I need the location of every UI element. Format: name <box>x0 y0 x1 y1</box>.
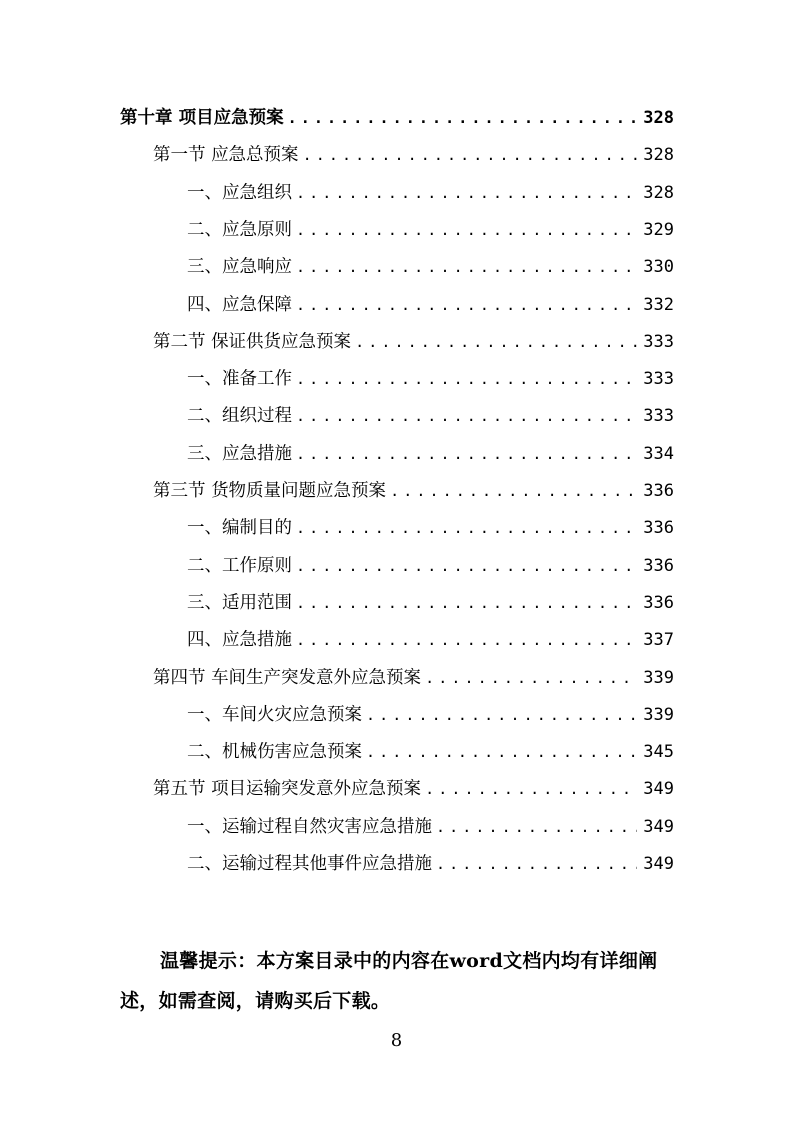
toc-section-4[interactable] <box>153 660 674 697</box>
toc-item[interactable] <box>187 436 674 473</box>
toc-entry-page: 349 <box>643 779 674 800</box>
toc-entry-title: 二、运输过程其他事件应急措施 <box>187 854 432 874</box>
toc-entry-page: 333 <box>643 331 674 352</box>
toc-leader-dots <box>296 585 637 622</box>
toc-item[interactable] <box>187 287 674 324</box>
toc-section-1[interactable] <box>153 137 674 174</box>
toc-leader-dots <box>303 137 638 174</box>
toc-leader-dots <box>366 734 637 771</box>
toc-entry-title: 一、运输过程自然灾害应急措施 <box>187 816 432 837</box>
toc-entry-page: 330 <box>643 257 674 278</box>
toc-entry-title: 一、编制目的 <box>187 518 292 539</box>
toc-entry-page: 329 <box>643 219 674 240</box>
toc-entry-title: 一、车间火灾应急预案 <box>187 704 362 725</box>
toc-entry-page: 334 <box>643 443 674 464</box>
toc-entry-title: 一、应急组织 <box>187 182 292 203</box>
toc-entry-page: 333 <box>643 406 674 427</box>
toc-entry-title: 第五节 项目运输突发意外应急预案 <box>153 779 422 800</box>
toc-entry-page: 349 <box>643 816 674 837</box>
toc-leader-dots <box>296 398 637 435</box>
toc-entry-page: 336 <box>643 481 674 501</box>
toc-leader-dots <box>296 249 637 286</box>
toc-item[interactable] <box>187 398 674 435</box>
toc-leader-dots <box>296 212 637 249</box>
page-number: 8 <box>390 1030 403 1051</box>
toc-section-2[interactable] <box>153 324 674 361</box>
toc-entry-page: 328 <box>643 145 674 166</box>
toc-leader-dots <box>296 510 637 547</box>
toc-item[interactable] <box>187 249 674 286</box>
toc-leader-dots <box>355 324 637 361</box>
toc-entry-page: 339 <box>643 667 674 688</box>
toc-leader-dots <box>296 287 637 324</box>
toc-entry-title: 三、应急措施 <box>187 443 292 464</box>
toc-entry-title: 第一节 应急总预案 <box>153 145 299 166</box>
toc-leader-dots <box>296 622 637 659</box>
toc-entry-page: 328 <box>643 108 674 128</box>
toc-leader-dots <box>288 100 638 137</box>
toc-item[interactable] <box>187 361 674 398</box>
toc-entry-title: 一、准备工作 <box>187 369 292 390</box>
toc-entry-page: 336 <box>643 592 674 613</box>
toc-item[interactable] <box>187 510 674 547</box>
toc-entry-page: 332 <box>643 294 674 315</box>
toc-entry-title: 第三节 货物质量问题应急预案 <box>153 481 387 501</box>
toc-entry-page: 328 <box>643 182 674 203</box>
toc-entry-page: 345 <box>643 742 674 763</box>
toc-entry-page: 336 <box>643 555 674 576</box>
toc-item[interactable] <box>187 175 674 212</box>
toc-item[interactable] <box>187 548 674 585</box>
toc-section-5[interactable] <box>153 771 674 808</box>
toc-item[interactable] <box>187 697 674 734</box>
toc-leader-dots <box>296 361 637 398</box>
toc-item[interactable] <box>187 846 674 883</box>
toc-entry-page: 339 <box>643 704 674 725</box>
toc-item[interactable] <box>187 585 674 622</box>
toc-entry-page: 336 <box>643 518 674 539</box>
toc-leader-dots <box>296 548 637 585</box>
toc-chapter-10[interactable] <box>120 100 674 137</box>
toc-entry-title: 二、机械伤害应急预案 <box>187 742 362 763</box>
toc-entry-title: 四、应急措施 <box>187 630 292 651</box>
toc-leader-dots <box>296 175 637 212</box>
toc-item[interactable] <box>187 622 674 659</box>
purchase-notice: 温馨提示：本方案目录中的内容在word文档内均有详细阐述，如需查阅，请购买后下载。 <box>120 950 658 1012</box>
toc-entry-page: 333 <box>643 369 674 390</box>
toc-entry-title: 第二节 保证供货应急预案 <box>153 331 352 352</box>
toc-leader-dots <box>366 697 637 734</box>
toc-leader-dots <box>296 436 637 473</box>
toc-entry-page: 337 <box>643 630 674 651</box>
toc-leader-dots <box>436 846 637 883</box>
toc-entry-title: 第四节 车间生产突发意外应急预案 <box>153 667 422 688</box>
toc-entry-title: 三、适用范围 <box>187 592 292 613</box>
toc-item[interactable] <box>187 212 674 249</box>
toc-section-3[interactable] <box>153 473 674 510</box>
toc-entry-title: 二、工作原则 <box>187 555 292 576</box>
toc-entry-title: 第十章 项目应急预案 <box>120 108 284 128</box>
toc-entry-title: 二、应急原则 <box>187 219 292 240</box>
toc-item[interactable] <box>187 734 674 771</box>
toc-item[interactable] <box>187 809 674 846</box>
toc-leader-dots <box>436 809 637 846</box>
toc-leader-dots <box>390 473 637 510</box>
toc-leader-dots <box>425 771 637 808</box>
toc-entry-page: 349 <box>643 854 674 874</box>
toc-entry-title: 二、组织过程 <box>187 406 292 427</box>
toc-entry-title: 四、应急保障 <box>187 294 292 315</box>
toc-entry-title: 三、应急响应 <box>187 257 292 278</box>
toc-leader-dots <box>425 660 637 697</box>
